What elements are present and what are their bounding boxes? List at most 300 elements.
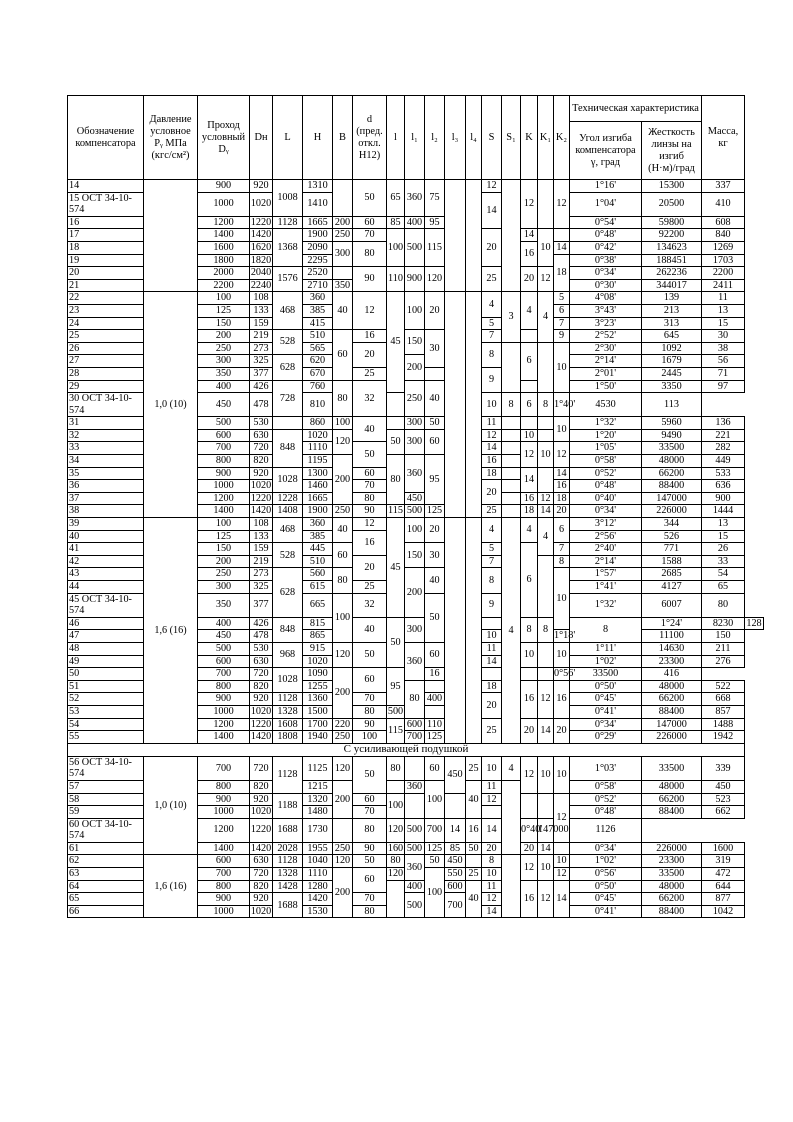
- table-cell: 530: [250, 417, 273, 430]
- section-title: С усиливающей подушкой: [68, 743, 745, 756]
- table-cell: 8: [502, 393, 521, 417]
- table-cell: [333, 180, 353, 217]
- table-cell: 1020: [250, 905, 272, 917]
- table-cell: 12: [482, 893, 502, 906]
- table-cell: 12: [538, 492, 554, 505]
- table-cell: 100: [425, 780, 445, 818]
- table-cell: 60: [333, 330, 353, 380]
- table-cell: 1679: [642, 355, 702, 368]
- table-cell: 1°50': [570, 380, 642, 393]
- table-cell: 250: [333, 229, 353, 242]
- table-cell: 25: [482, 267, 502, 292]
- document-table-container: [67, 95, 764, 918]
- table-cell: 14: [482, 442, 502, 455]
- table-cell: 50: [425, 593, 445, 642]
- table-cell: 60: [353, 216, 387, 229]
- table-cell: 1128: [273, 216, 303, 229]
- cell-designation: 19: [68, 254, 144, 267]
- table-cell: 700: [405, 731, 425, 744]
- table-cell: 1420: [303, 893, 333, 906]
- table-cell: 70: [353, 806, 387, 819]
- table-cell: 600: [198, 655, 250, 668]
- table-cell: 900: [198, 467, 250, 480]
- table-cell: 608: [702, 216, 745, 229]
- table-cell: 6: [521, 342, 538, 380]
- table-cell: 700: [198, 756, 250, 780]
- table-cell: 630: [250, 429, 273, 442]
- table-cell: 88400: [642, 806, 702, 819]
- table-cell: 600: [445, 880, 466, 893]
- table-cell: 11: [482, 880, 502, 893]
- table-cell: 65: [702, 581, 745, 594]
- table-cell: 4: [502, 756, 521, 780]
- table-cell: 18: [521, 505, 538, 518]
- table-cell: 16: [521, 492, 538, 505]
- table-cell: [425, 705, 445, 718]
- table-cell: 0°40': [570, 492, 642, 505]
- table-cell: 1°04': [570, 192, 642, 216]
- table-cell: 139: [642, 292, 702, 305]
- table-cell: 125: [425, 505, 445, 518]
- table-cell: 2°30': [570, 342, 642, 355]
- table-cell: 500: [387, 705, 404, 717]
- table-cell: 2°40': [570, 543, 642, 556]
- table-cell: 14: [521, 467, 538, 492]
- table-cell: 1°11': [570, 642, 642, 655]
- table-cell: 80: [387, 756, 405, 780]
- table-cell: 200: [333, 216, 353, 229]
- table-cell: 500: [198, 642, 250, 655]
- table-cell: 670: [303, 367, 333, 380]
- cell-designation: 17: [68, 229, 144, 242]
- table-cell: 848: [273, 617, 303, 642]
- table-cell: [466, 855, 482, 868]
- table-cell: 2200: [702, 267, 745, 280]
- table-cell: 16: [521, 680, 538, 718]
- table-cell: 20: [554, 505, 570, 518]
- table-cell: 40: [425, 568, 445, 593]
- table-cell: 478: [250, 393, 273, 417]
- col-B: B: [333, 96, 353, 180]
- table-cell: [521, 380, 538, 393]
- table-cell: 478: [250, 630, 273, 643]
- table-cell: [425, 367, 445, 380]
- table-cell: 219: [250, 330, 273, 343]
- table-cell: [445, 793, 466, 818]
- table-cell: 20500: [642, 192, 702, 216]
- table-cell: 12: [482, 180, 502, 193]
- table-cell: 11: [482, 780, 502, 793]
- table-cell: 18: [554, 254, 570, 292]
- table-cell: 325: [250, 581, 273, 594]
- table-cell: 14: [538, 842, 554, 855]
- table-cell: 115: [425, 229, 445, 267]
- cell-designation: 16: [68, 216, 144, 229]
- cell-designation: 47: [68, 630, 144, 643]
- table-cell: 0°40': [521, 818, 538, 842]
- table-cell: 50: [466, 842, 482, 855]
- table-cell: 1420: [250, 731, 272, 743]
- table-cell: 125: [425, 731, 445, 744]
- table-row: [68, 855, 764, 868]
- table-cell: 13: [702, 518, 745, 531]
- table-cell: 1400: [198, 229, 250, 242]
- table-cell: 188451: [642, 254, 702, 267]
- table-cell: 523: [702, 793, 745, 806]
- table-cell: 20: [521, 842, 538, 855]
- table-cell: 40: [353, 617, 387, 642]
- table-cell: 3350: [642, 380, 702, 393]
- table-cell: 400: [405, 216, 425, 229]
- table-cell: 1008: [273, 180, 303, 217]
- table-cell: 8: [554, 555, 570, 568]
- table-cell: 1195: [303, 455, 333, 468]
- table-cell: 88400: [642, 480, 702, 493]
- table-cell: 10: [482, 630, 502, 643]
- table-cell: 500: [405, 505, 425, 518]
- table-cell: 30: [425, 330, 445, 368]
- table-cell: 10: [554, 855, 570, 868]
- table-cell: 0°48': [570, 806, 642, 819]
- table-cell: 14: [482, 655, 502, 668]
- table-cell: [333, 267, 353, 280]
- table-cell: 59800: [642, 216, 702, 229]
- table-cell: 1020: [250, 480, 272, 492]
- table-cell: 1020: [250, 192, 273, 216]
- cell-designation: 31: [68, 417, 144, 430]
- table-cell: 800: [198, 880, 250, 893]
- table-cell: 700: [198, 442, 250, 455]
- table-cell: 60: [425, 642, 445, 667]
- table-cell: 7: [482, 330, 502, 343]
- table-cell: 3°12': [570, 518, 642, 531]
- table-cell: 500: [198, 417, 250, 430]
- table-cell: 1000: [198, 480, 250, 493]
- cell-pressure: 1,6 (16): [144, 855, 198, 918]
- cell-designation: 22: [68, 292, 144, 305]
- table-cell: 33500: [642, 756, 702, 780]
- table-cell: 10: [538, 229, 554, 267]
- table-cell: 8230: [702, 617, 745, 630]
- table-cell: 14: [538, 718, 554, 743]
- table-cell: 60: [353, 793, 387, 806]
- cell-designation: 51: [68, 680, 144, 693]
- cell-designation: 58: [68, 793, 144, 806]
- table-cell: 1688: [273, 893, 303, 918]
- table-cell: 1°41': [570, 581, 642, 594]
- table-cell: [482, 617, 502, 630]
- table-cell: 20: [425, 518, 445, 543]
- table-cell: 1269: [702, 241, 745, 254]
- table-cell: 20: [425, 292, 445, 330]
- col-H: H: [303, 96, 333, 180]
- table-cell: [521, 417, 538, 430]
- table-cell: [273, 417, 303, 430]
- table-cell: 128: [746, 617, 762, 629]
- table-cell: 160: [387, 842, 404, 854]
- col-K1: K₁: [538, 96, 554, 180]
- table-cell: 80: [405, 680, 425, 718]
- table-cell: 10: [554, 756, 570, 793]
- table-cell: 60: [425, 429, 445, 454]
- table-cell: 0°48': [570, 480, 642, 493]
- table-cell: 6: [521, 543, 538, 618]
- table-cell: 276: [702, 655, 745, 668]
- table-cell: 95: [387, 668, 405, 706]
- cell-designation: 38: [68, 505, 144, 518]
- table-cell: 250: [198, 568, 250, 581]
- table-cell: 4: [502, 518, 521, 744]
- table-cell: 4°08': [570, 292, 642, 305]
- table-cell: 90: [353, 505, 387, 518]
- table-cell: 12: [521, 180, 538, 229]
- table-cell: [502, 417, 521, 430]
- table-cell: 282: [702, 442, 745, 455]
- table-row: [68, 292, 764, 305]
- compensator-table: [67, 95, 764, 918]
- table-cell: 1600: [702, 842, 745, 855]
- table-cell: 12: [521, 442, 538, 467]
- table-cell: 450: [445, 756, 466, 793]
- table-cell: [502, 492, 521, 505]
- table-cell: 600: [198, 855, 250, 868]
- table-cell: 4127: [642, 581, 702, 594]
- table-cell: 16: [353, 330, 387, 343]
- table-cell: [387, 393, 405, 417]
- table-cell: 0°34': [570, 267, 642, 280]
- table-cell: 80: [387, 855, 405, 868]
- table-cell: 16: [353, 530, 387, 555]
- table-cell: 150: [702, 630, 745, 643]
- table-cell: 1°16': [570, 180, 642, 193]
- table-cell: [387, 780, 405, 793]
- table-cell: 220: [333, 718, 353, 731]
- cell-designation: 64: [68, 880, 144, 893]
- table-cell: 14: [538, 505, 554, 518]
- cell-pressure: 1,0 (10): [144, 292, 198, 518]
- table-cell: 820: [250, 780, 273, 793]
- cell-designation: 39: [68, 518, 144, 531]
- table-cell: 1220: [250, 818, 273, 842]
- table-cell: 125: [198, 304, 250, 317]
- table-cell: 1200: [198, 492, 250, 505]
- table-cell: [538, 342, 554, 392]
- cell-designation: 41: [68, 543, 144, 556]
- table-cell: 344017: [642, 279, 702, 292]
- table-cell: 120: [425, 267, 445, 292]
- table-cell: 1215: [303, 780, 333, 793]
- table-cell: 12: [521, 855, 538, 880]
- cell-designation: 66: [68, 905, 144, 918]
- table-cell: [387, 417, 405, 430]
- table-cell: 50: [353, 642, 387, 667]
- table-cell: 12: [554, 868, 570, 881]
- table-cell: 20: [521, 718, 538, 743]
- table-cell: 0°45': [570, 893, 642, 906]
- table-cell: 360: [303, 292, 333, 305]
- table-cell: 360: [405, 455, 425, 493]
- table-cell: 350: [198, 593, 250, 617]
- table-cell: 100: [387, 229, 405, 267]
- col-l1: l₁: [405, 96, 425, 180]
- table-cell: 720: [250, 442, 273, 455]
- table-cell: 32: [353, 593, 387, 617]
- table-cell: 226000: [642, 731, 702, 744]
- table-cell: 70: [353, 893, 387, 906]
- table-cell: 1700: [303, 718, 333, 731]
- table-cell: 1940: [303, 731, 333, 744]
- cell-designation: 63: [68, 868, 144, 881]
- table-cell: 115: [387, 718, 405, 743]
- table-cell: 200: [198, 330, 250, 343]
- table-cell: 325: [250, 355, 273, 368]
- table-cell: 522: [702, 680, 745, 693]
- table-cell: 30: [425, 543, 445, 568]
- table-cell: 1530: [303, 905, 333, 918]
- table-cell: 40: [425, 380, 445, 417]
- table-cell: 2000: [198, 267, 250, 280]
- table-cell: 14: [482, 192, 502, 229]
- table-cell: 0°38': [570, 254, 642, 267]
- table-cell: 1020: [303, 429, 333, 442]
- col-S1: S₁: [502, 96, 521, 180]
- table-cell: 1°05': [570, 442, 642, 455]
- table-cell: 50: [387, 617, 405, 667]
- table-cell: 33500: [570, 668, 642, 681]
- table-cell: 800: [198, 780, 250, 793]
- table-cell: 273: [250, 568, 273, 581]
- table-cell: [333, 818, 353, 842]
- cell-designation: 52: [68, 693, 144, 706]
- table-cell: 90: [353, 718, 387, 731]
- table-cell: 1665: [303, 216, 333, 229]
- table-cell: 25: [466, 868, 482, 881]
- table-cell: 1188: [273, 793, 303, 818]
- table-cell: 510: [303, 555, 333, 568]
- col-l2: l₂: [425, 96, 445, 180]
- table-cell: 300: [198, 581, 250, 594]
- table-cell: 20: [521, 267, 538, 292]
- table-cell: [538, 642, 554, 667]
- cell-designation: 27: [68, 355, 144, 368]
- table-cell: 66200: [642, 793, 702, 806]
- cell-designation: 37: [68, 492, 144, 505]
- table-cell: 2028: [273, 842, 303, 855]
- table-cell: 66200: [642, 467, 702, 480]
- table-cell: 9: [554, 330, 570, 343]
- table-cell: 377: [250, 593, 273, 617]
- table-cell: 700: [198, 868, 250, 881]
- table-cell: 400: [405, 880, 425, 893]
- table-cell: 1730: [303, 818, 333, 842]
- table-cell: 2445: [642, 367, 702, 380]
- table-cell: [466, 180, 482, 292]
- table-cell: 1500: [303, 705, 333, 718]
- cell-designation: 55: [68, 731, 144, 744]
- table-cell: 147000: [538, 818, 554, 842]
- table-cell: 133: [250, 304, 273, 317]
- table-cell: 2411: [702, 279, 745, 292]
- table-cell: 339: [702, 756, 745, 780]
- table-cell: 700: [198, 668, 250, 681]
- cell-designation: 49: [68, 655, 144, 668]
- table-cell: 528: [273, 330, 303, 355]
- table-cell: 377: [250, 367, 273, 380]
- table-cell: 0°56': [554, 668, 576, 680]
- table-cell: 1588: [642, 555, 702, 568]
- table-cell: 1028: [273, 467, 303, 492]
- table-cell: 50: [353, 855, 387, 868]
- table-cell: 12: [554, 793, 570, 842]
- table-cell: 0°29': [570, 731, 642, 744]
- table-cell: 1128: [273, 855, 303, 868]
- cell-designation: 59: [68, 806, 144, 819]
- table-cell: 1020: [250, 705, 272, 717]
- table-cell: 20: [482, 229, 502, 267]
- table-cell: 385: [303, 530, 333, 543]
- table-cell: [425, 680, 445, 693]
- col-l4: l₄: [466, 96, 482, 180]
- table-cell: 16: [482, 455, 502, 468]
- table-cell: [521, 668, 538, 681]
- table-cell: 319: [702, 855, 745, 868]
- table-cell: 385: [303, 304, 333, 317]
- table-cell: 159: [250, 543, 273, 556]
- table-cell: 500: [405, 893, 425, 918]
- table-cell: 1620: [250, 241, 272, 253]
- table-cell: 1255: [303, 680, 333, 693]
- table-cell: 200: [405, 355, 425, 380]
- table-cell: 11100: [642, 630, 702, 643]
- table-cell: 8: [482, 568, 502, 593]
- table-cell: 600: [405, 718, 425, 731]
- table-cell: 500: [405, 229, 425, 267]
- table-cell: 1310: [303, 180, 333, 193]
- table-cell: [466, 518, 482, 744]
- cell-designation: 44: [68, 581, 144, 594]
- table-cell: 810: [303, 393, 333, 417]
- table-cell: 11: [482, 417, 502, 430]
- table-cell: 450: [445, 855, 466, 868]
- table-cell: 9: [482, 593, 502, 617]
- table-cell: 450: [198, 393, 250, 417]
- table-cell: 0°56': [570, 868, 642, 881]
- table-cell: 915: [303, 642, 333, 655]
- table-cell: [538, 429, 554, 442]
- table-cell: 8: [482, 855, 502, 868]
- table-cell: 16: [554, 680, 570, 718]
- table-cell: [538, 668, 554, 681]
- table-cell: 40: [466, 780, 482, 818]
- table-cell: [554, 842, 570, 855]
- table-cell: [538, 555, 554, 617]
- table-cell: 80: [353, 241, 387, 266]
- col-dn: Dн: [250, 96, 273, 180]
- table-cell: 200: [333, 668, 353, 718]
- table-cell: 7: [554, 543, 570, 556]
- table-cell: 25: [482, 505, 502, 518]
- cell-designation: 18: [68, 241, 144, 254]
- table-cell: 0°58': [570, 455, 642, 468]
- table-cell: 1900: [303, 505, 333, 518]
- table-cell: 820: [250, 880, 273, 893]
- table-cell: [502, 480, 521, 493]
- table-cell: 7: [482, 555, 502, 568]
- table-cell: 9: [482, 367, 502, 392]
- table-cell: 10: [554, 568, 570, 630]
- table-cell: 23300: [642, 855, 702, 868]
- table-cell: 1460: [303, 480, 333, 493]
